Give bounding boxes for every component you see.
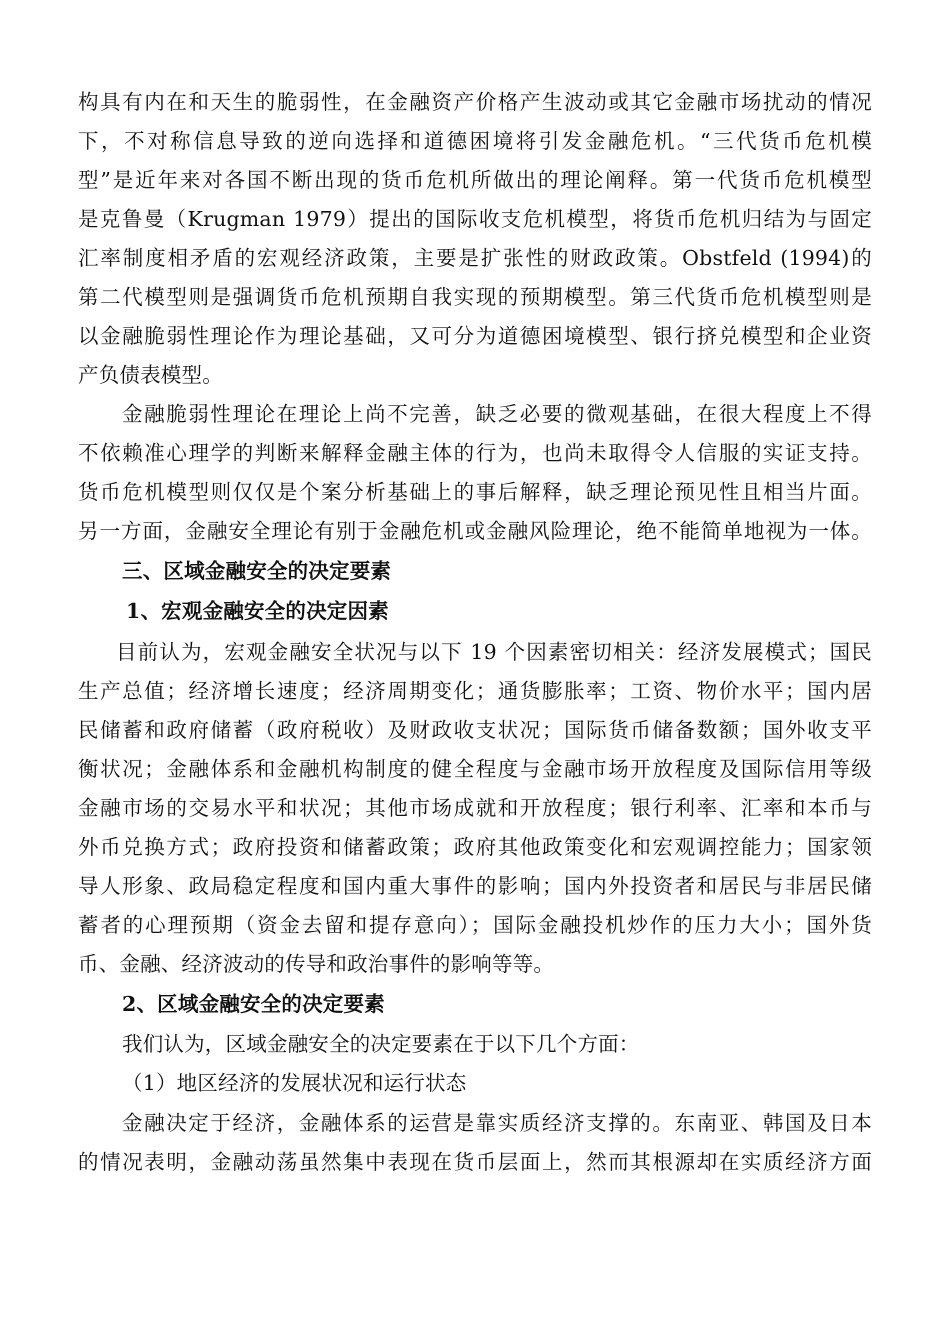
paragraph-line: 我们认为，区域金融安全的决定要素在于以下几个方面： — [122, 1032, 640, 1056]
paragraph-line: 衡状况；金融体系和金融机构制度的健全程度与金融市场开放程度及国际信用等级 — [78, 757, 872, 781]
section-heading: 三、区域金融安全的决定要素 — [122, 559, 392, 583]
paragraph-line: 金融决定于经济，金融体系的运营是靠实质经济支撑的。东南亚、韩国及日本 — [122, 1111, 872, 1135]
paragraph-line: 蓄者的心理预期（资金去留和提存意向）；国际金融投机炒作的压力大小；国外货 — [78, 913, 872, 937]
paragraph-line: 产负债表模型。 — [78, 363, 223, 387]
paragraph-line: 货币危机模型则仅仅是个案分析基础上的事后解释，缺乏理论预见性且相当片面。 — [78, 480, 872, 504]
paragraph-line: 外币兑换方式；政府投资和储蓄政策；政府其他政策变化和宏观调控能力；国家领 — [78, 835, 872, 859]
paragraph-line: 是克鲁曼（Krugman 1979）提出的国际收支危机模型，将货币危机归结为与固定 — [78, 207, 872, 231]
paragraph-line: 金融脆弱性理论在理论上尚不完善，缺乏必要的微观基础，在很大程度上不得 — [122, 402, 872, 426]
paragraph-line: 以金融脆弱性理论作为理论基础，又可分为道德困境模型、银行挤兑模型和企业资 — [78, 324, 872, 348]
paragraph-line: 生产总值；经济增长速度；经济周期变化；通货膨胀率；工资、物价水平；国内居 — [78, 679, 872, 703]
paragraph-line: 目前认为，宏观金融安全状况与以下 19 个因素密切相关：经济发展模式；国民 — [116, 640, 872, 664]
paragraph-line: 另一方面，金融安全理论有别于金融危机或金融风险理论，绝不能简单地视为一体。 — [78, 519, 872, 543]
paragraph-line: 币、金融、经济波动的传导和政治事件的影响等等。 — [78, 952, 555, 976]
paragraph-line: 下，不对称信息导致的逆向选择和道德困境将引发金融危机。“三代货币危机模 — [78, 129, 872, 153]
paragraph-line: 的情况表明，金融动荡虽然集中表现在货币层面上，然而其根源却在实质经济方面 — [78, 1150, 872, 1174]
paragraph-line: 第二代模型则是强调货币危机预期自我实现的预期模型。第三代货币危机模型则是 — [78, 285, 872, 309]
subsection-heading: 1、宏观金融安全的决定因素 — [126, 599, 389, 623]
paragraph-line: 型”是近年来对各国不断出现的货币危机所做出的理论阐释。第一代货币危机模型 — [78, 168, 872, 192]
paragraph-line: 导人形象、政局稳定程度和国内重大事件的影响；国内外投资者和居民与非居民储 — [78, 874, 872, 898]
subsection-heading: 2、区域金融安全的决定要素 — [122, 992, 385, 1016]
paragraph-line: 构具有内在和天生的脆弱性，在金融资产价格产生波动或其它金融市场扰动的情况 — [78, 90, 872, 114]
paragraph-line: 汇率制度相矛盾的宏观经济政策，主要是扩张性的财政政策。Obstfeld (1994)的 — [78, 246, 872, 270]
paragraph-line: 民储蓄和政府储蓄（政府税收）及财政收支状况；国际货币储备数额；国外收支平 — [78, 718, 872, 742]
paragraph-line: 金融市场的交易水平和状况；其他市场成就和开放程度；银行利率、汇率和本币与 — [78, 796, 872, 820]
paragraph-line: 不依赖准心理学的判断来解释金融主体的行为，也尚未取得令人信服的实证支持。 — [78, 441, 872, 465]
numbered-item-heading: （1）地区经济的发展状况和运行状态 — [122, 1071, 467, 1095]
